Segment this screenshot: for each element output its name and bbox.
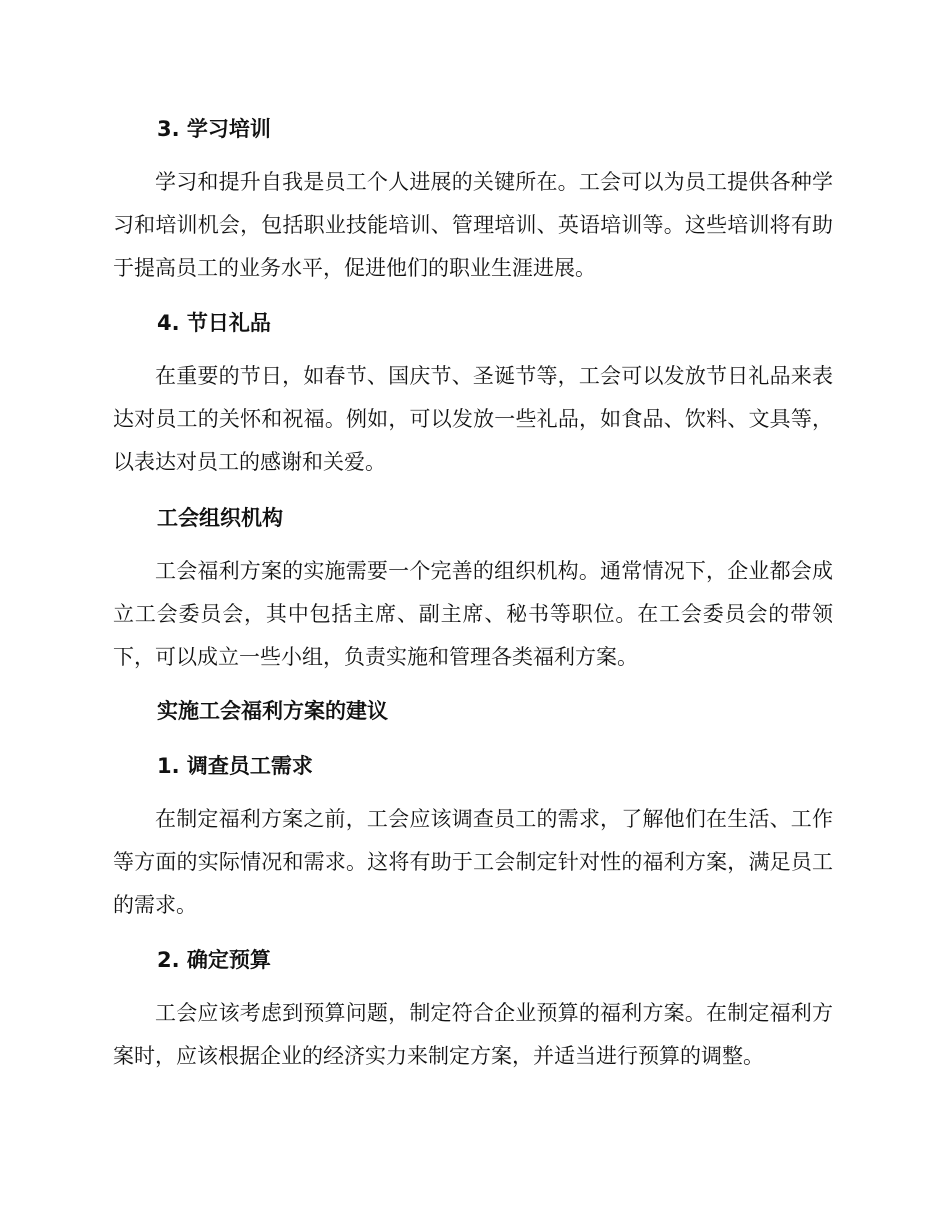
section-heading-survey-needs: 1. 调查员工需求 <box>157 754 313 778</box>
section-paragraph-holiday-gifts: 在重要的节日，如春节、国庆节、圣诞节等，工会可以发放节日礼品来表达对员工的关怀和祝福。例如，可以发放一些礼品，如食品、饮料、文具等，以表达对员工的感谢和关爱。 <box>113 364 833 474</box>
section-paragraph-determine-budget: 工会应该考虑到预算问题，制定符合企业预算的福利方案。在制定福利方案时，应该根据企业的经济实力来制定方案，并适当进行预算的调整。 <box>113 1001 833 1068</box>
section-heading-learning-training: 3. 学习培训 <box>157 117 271 141</box>
section-heading-holiday-gifts: 4. 节日礼品 <box>157 311 271 335</box>
section-heading-implementation-suggestions: 实施工会福利方案的建议 <box>157 699 388 723</box>
section-paragraph-survey-needs: 在制定福利方案之前，工会应该调查员工的需求，了解他们在生活、工作等方面的实际情况和需求。这将有助于工会制定针对性的福利方案，满足员工的需求。 <box>113 807 833 917</box>
section-heading-determine-budget: 2. 确定预算 <box>157 948 271 972</box>
section-heading-union-organization: 工会组织机构 <box>157 506 283 530</box>
section-paragraph-union-organization: 工会福利方案的实施需要一个完善的组织机构。通常情况下，企业都会成立工会委员会，其中包括主席、副主席、秘书等职位。在工会委员会的带领下，可以成立一些小组，负责实施和管理各类福利方案。 <box>113 559 833 669</box>
section-paragraph-learning-training: 学习和提升自我是员工个人进展的关键所在。工会可以为员工提供各种学习和培训机会，包括职业技能培训、管理培训、英语培训等。这些培训将有助于提高员工的业务水平，促进他们的职业生涯进展。 <box>113 170 833 280</box>
